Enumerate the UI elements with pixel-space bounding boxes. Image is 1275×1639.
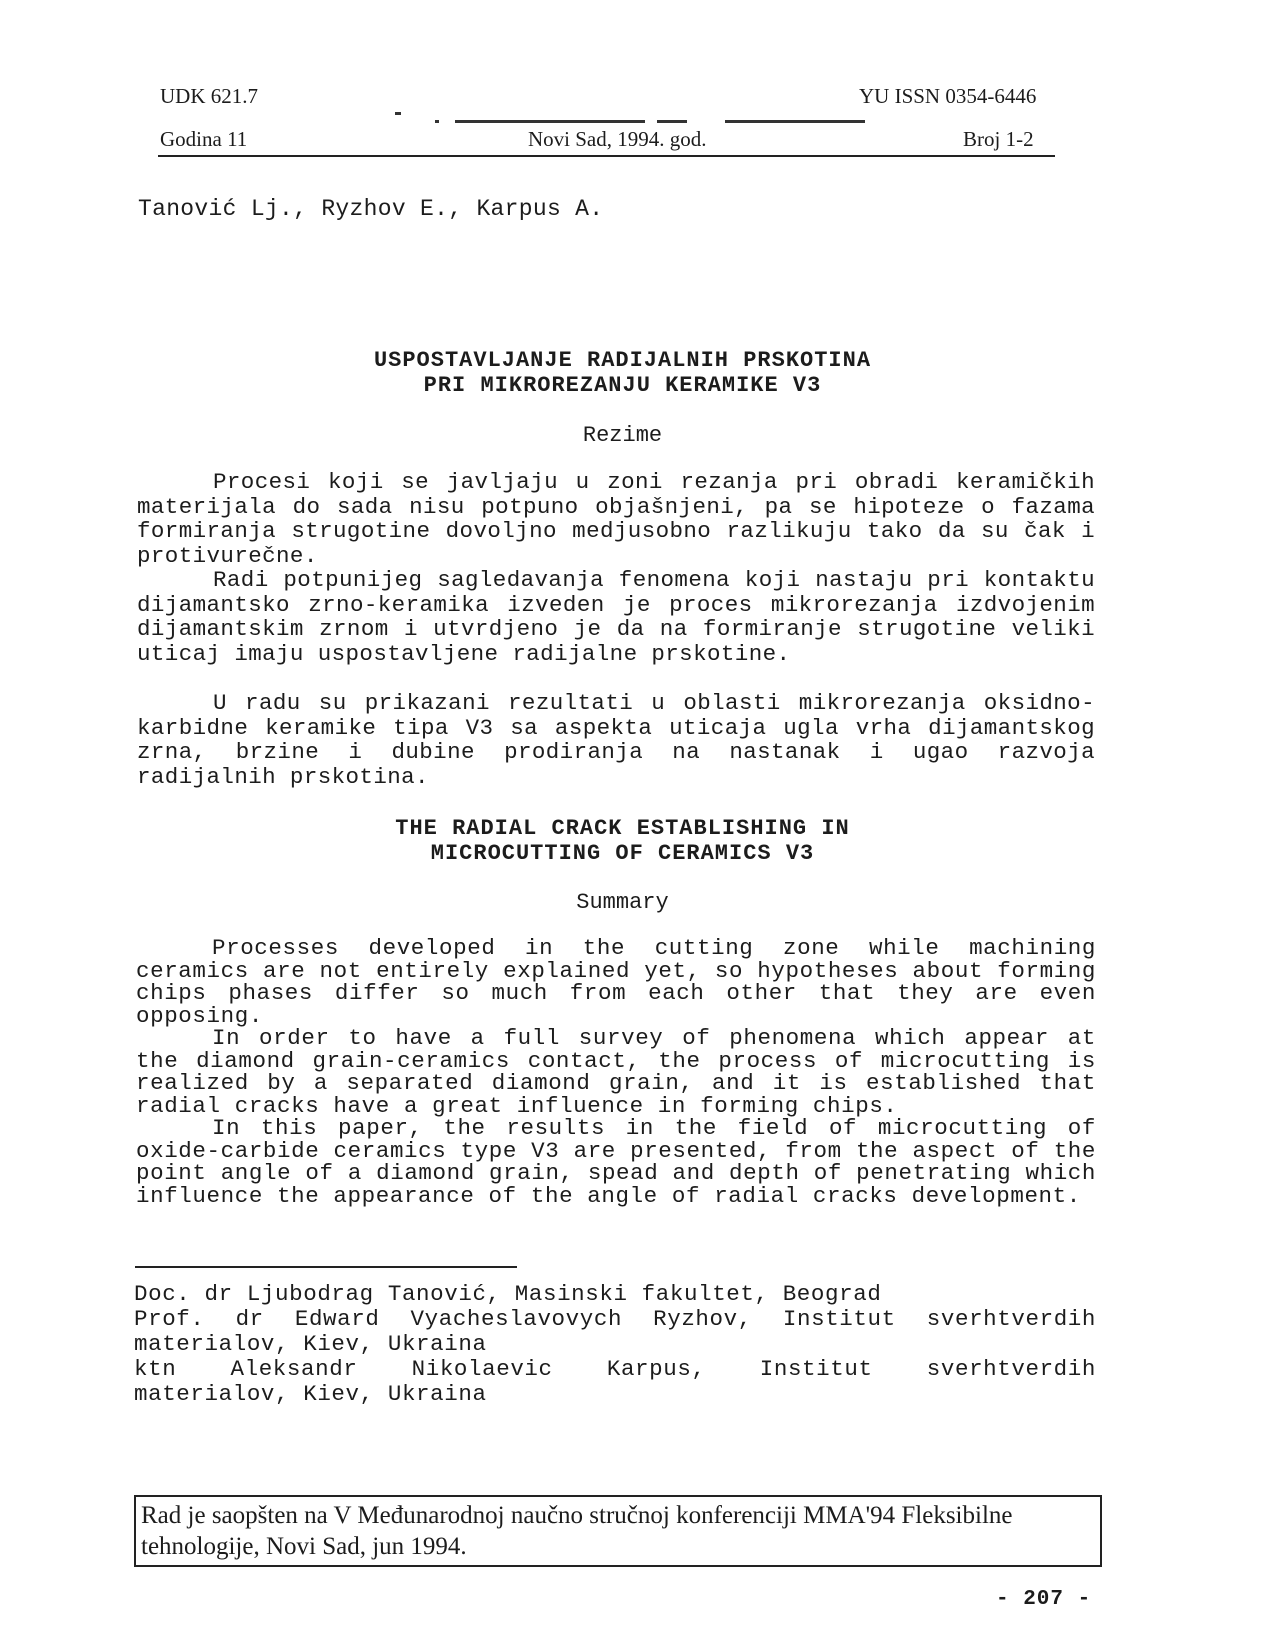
summary-heading: Summary xyxy=(576,890,669,915)
title-en-line1: THE RADIAL CRACK ESTABLISHING IN xyxy=(395,816,850,841)
authors-line: Tanović Lj., Ryzhov E., Karpus A. xyxy=(138,196,604,222)
title-sr-line1: USPOSTAVLJANJE RADIJALNIH PRSKOTINA xyxy=(373,348,872,373)
header-rule xyxy=(158,155,1055,157)
title-sr-line2: PRI MIKROREZANJU KERAMIKE V3 xyxy=(423,373,822,398)
issue-number: Broj 1-2 xyxy=(963,127,1034,151)
affiliation-line-1: Doc. dr Ljubodrag Tanović, Masinski fakultet, Beograd xyxy=(134,1281,882,1307)
affiliation-line-5: materialov, Kiev, Ukraina xyxy=(134,1381,487,1407)
title-en-line2: MICROCUTTING OF CERAMICS V3 xyxy=(430,841,815,866)
udk-code: UDK 621.7 xyxy=(160,84,258,108)
affiliation-line-4: ktn Aleksandr Nikolaevic Karpus, Institut sverhtverdih xyxy=(134,1356,1096,1382)
affiliations xyxy=(134,1282,1096,1407)
rezime-paragraph-1: Procesi koji se javljaju u zoni rezanja pri obradi keramičkih materijala do sada nisu potpuno objašnjeni, pa se hipoteze o fazama formiranja strugotine dovoljno medjusobno razlikuju tako da su čak i protivurečne. xyxy=(137,469,1095,569)
place-date: Novi Sad, 1994. god. xyxy=(528,127,707,151)
volume-year: Godina 11 xyxy=(160,127,248,151)
rezime-heading: Rezime xyxy=(582,423,663,448)
page-number: - 207 - xyxy=(996,1588,1092,1611)
rezime-paragraph-2: Radi potpunijeg sagledavanja fenomena koji nastaju pri kontaktu dijamantsko zrno-keramika izveden je proces mikrorezanja izdvojenim dijamantskim zrnom i utvrdjeno je da na formiranje strugotine veliki uticaj imaju uspostavljene radijalne prskotine. xyxy=(137,567,1095,667)
summary-paragraph-2: In order to have a full survey of phenomena which appear at the diamond grain-ceramics contact, the process of microcutting is realized by a separated diamond grain, and it is established that radial cracks have a great influence in forming chips. xyxy=(136,1025,1096,1119)
affiliation-line-3: materialov, Kiev, Ukraina xyxy=(134,1331,487,1357)
conference-note-box: Rad je saopšten na V Međunarodnoj naučno stručnoj konferenciji MMA'94 Fleksibilne tehnologije, Novi Sad, jun 1994. xyxy=(134,1495,1102,1567)
footnote-rule xyxy=(135,1266,517,1268)
affiliation-line-2: Prof. dr Edward Vyacheslavovych Ryzhov, Institut sverhtverdih xyxy=(134,1306,1096,1332)
issn-code: YU ISSN 0354-6446 xyxy=(859,84,1037,108)
faint-header-artifact xyxy=(395,108,865,128)
summary-paragraph-3: In this paper, the results in the field of microcutting of oxide-carbide ceramics type V3 are presented, from the aspect of the point angle of a diamond grain, spead and depth of penetrating which influence the appearance of the angle of radial cracks development. xyxy=(136,1115,1096,1209)
summary-paragraph-1: Processes developed in the cutting zone while machining ceramics are not entirely explained yet, so hypotheses about forming chips phases differ so much from each other that they are even opposing. xyxy=(136,935,1096,1029)
rezime-paragraph-3: U radu su prikazani rezultati u oblasti mikrorezanja oksidno-karbidne keramike tipa V3 sa aspekta uticaja ugla vrha dijamantskog zrna, brzine i dubine prodiranja na nastanak i ugao razvoja radijalnih prskotina. xyxy=(137,690,1095,790)
